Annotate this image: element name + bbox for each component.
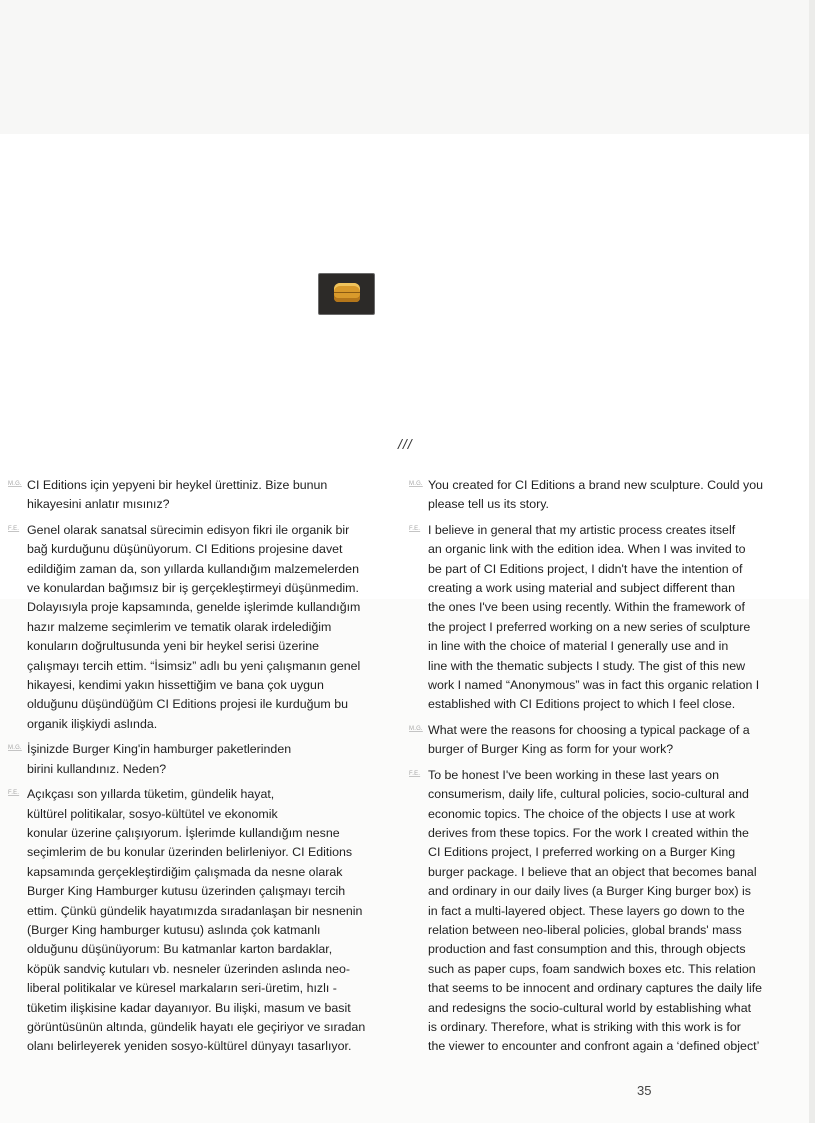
entry-text: [27, 521, 398, 734]
entry-text: [428, 521, 793, 715]
page-edge: [809, 0, 815, 1123]
text-line: kültürel politikalar, sosyo-kültütel ve ekonomik: [27, 806, 278, 821]
text-line: organik ilişkiydi aslında.: [27, 716, 158, 731]
text-line: the viewer to encounter and confront again a ‘defined object’: [428, 1039, 760, 1054]
interview-entry: [8, 740, 398, 779]
text-line: consumerism, daily life, cultural policies, socio-cultural and: [428, 787, 749, 802]
burger-box-thumbnail: [318, 273, 375, 315]
interview-entry: [409, 721, 793, 760]
text-line: görüntüsünün altında, gündelik hayatı ele geçiriyor ve sıradan: [27, 1019, 366, 1034]
turkish-column: [8, 476, 398, 1063]
text-line: olduğunu düşündüğüm CI Editions projesi ile kurduğum bu: [27, 697, 348, 712]
text-line: köpük sandviç kutuları vb. nesneler üzerinden aslında neo-: [27, 961, 351, 976]
text-line: such as paper cups, foam sandwich boxes etc. This relation: [428, 961, 756, 976]
text-line: in fact a multi-layered object. These layers go down to the: [428, 903, 745, 918]
text-line: be part of CI Editions project, I didn't have the intention of: [428, 561, 743, 576]
text-line: hikayesi, kendimi yakın hissettiğim ve bana çok uygun: [27, 678, 324, 693]
text-line: CI Editions project, I preferred working on a Burger King: [428, 845, 736, 860]
text-line: birini kullandınız. Neden?: [27, 761, 167, 776]
text-line: Genel olarak sanatsal sürecimin edisyon fikri ile organik bir: [27, 522, 350, 537]
top-area: [0, 0, 815, 134]
text-line: liberal politikalar ve küresel markaların seri-üretim, hızlı -: [27, 981, 337, 996]
text-line: the ones I've been using recently. Within the framework of: [428, 600, 745, 615]
text-line: ettim. Çünkü gündelik hayatımızda sıradanlaşan bir nesnenin: [27, 903, 363, 918]
speaker-marker: M.G.: [8, 481, 22, 487]
entry-text: [428, 721, 793, 760]
text-line: I believe in general that my artistic process creates itself: [428, 522, 736, 537]
page-number: 35: [637, 1083, 652, 1098]
entry-text: [27, 785, 398, 1057]
text-line: in line with the choice of material I generally use and in: [428, 639, 729, 654]
text-line: burger package. I believe that an object that becomes banal: [428, 864, 757, 879]
speaker-marker: F.E.: [8, 525, 20, 532]
text-line: burger of Burger King as form for your work?: [428, 742, 674, 757]
text-line: olanı belirleyerek yeniden sosyo-kültürel dünyayı tasarlıyor.: [27, 1039, 352, 1054]
entry-text: [428, 766, 793, 1057]
text-line: established with CI Editions project to which I feel close.: [428, 697, 736, 712]
text-line: İşinizde Burger King'in hamburger paketlerinden: [27, 742, 292, 757]
text-line: What were the reasons for choosing a typical package of a: [428, 722, 750, 737]
interview-entry: [8, 521, 398, 734]
text-line: konuların doğrultusunda yeni bir heykel serisi üzerine: [27, 639, 320, 654]
text-line: olduğunu düşünüyorum: Bu katmanlar karton bardaklar,: [27, 942, 333, 957]
text-line: line with the thematic subjects I study. The gist of this new: [428, 658, 746, 673]
text-line: an organic link with the edition idea. When I was invited to: [428, 542, 746, 557]
speaker-marker: F.E.: [409, 525, 421, 532]
text-line: and ordinary in our daily lives (a Burger King burger box) is: [428, 884, 752, 899]
text-line: production and fast consumption and this, through objects: [428, 942, 746, 957]
text-line: is ordinary. Therefore, what is striking with this work is for: [428, 1019, 741, 1034]
text-line: bağ kurduğunu düşünüyorum. CI Editions projesine davet: [27, 542, 343, 557]
text-line: that seems to be innocent and ordinary captures the daily life: [428, 981, 763, 996]
text-line: CI Editions için yepyeni bir heykel ürettiniz. Bize bunun: [27, 478, 328, 492]
entry-text: [27, 476, 398, 515]
interview-entry: [8, 785, 398, 1057]
text-line: economic topics. The choice of the objects I use at work: [428, 806, 735, 821]
interview-entry: [409, 476, 793, 515]
text-line: creating a work using material and subject different than: [428, 581, 735, 596]
text-line: çalışmayı tercih ettim. “İsimsiz” adlı bu yeni çalışmanın genel: [27, 658, 361, 673]
section-separator: ///: [398, 436, 413, 452]
speaker-marker: M.G.: [8, 745, 22, 752]
text-line: seçimlerim de bu konular üzerinden belirleniyor. CI Editions: [27, 845, 353, 860]
speaker-marker: F.E.: [409, 770, 421, 777]
text-line: kapsamında gerçekleştirdiğim çalışmada da nesne olarak: [27, 864, 343, 879]
text-line: the project I preferred working on a new series of sculpture: [428, 619, 751, 634]
interview-entry: [409, 521, 793, 715]
text-line: hikayesini anlatır mısınız?: [27, 497, 170, 512]
interview-entry: [409, 766, 793, 1057]
entry-text: [428, 476, 793, 515]
speaker-marker: M.G.: [409, 481, 423, 487]
speaker-marker: M.G.: [409, 725, 423, 732]
text-line: You created for CI Editions a brand new sculpture. Could you: [428, 478, 763, 492]
text-line: (Burger King hamburger kutusu) aslında çok katmanlı: [27, 922, 321, 937]
english-column: [409, 476, 793, 1063]
text-line: and redesigns the socio-cultural world by establishing what: [428, 1000, 752, 1015]
speaker-marker: F.E.: [8, 790, 20, 797]
text-line: To be honest I've been working in these last years on: [428, 767, 719, 782]
text-line: hazır malzeme seçimlerim ve tematik olarak irdelediğim: [27, 619, 332, 634]
text-line: ve konulardan bağımsız bir iş gerçekleştirmeyi düşünmedim.: [27, 581, 359, 596]
text-line: tüketim ilişkisine kadar dayanıyor. Bu ilişki, masum ve basit: [27, 1000, 351, 1015]
text-line: please tell us its story.: [428, 497, 549, 512]
text-line: derives from these topics. For the work I created within the: [428, 825, 749, 840]
text-line: Burger King Hamburger kutusu üzerinden çalışmayı tercih: [27, 884, 346, 899]
interview-entry: [8, 476, 398, 515]
text-line: relation between neo-liberal policies, global brands' mass: [428, 922, 742, 937]
entry-text: [27, 740, 398, 779]
text-line: work I named “Anonymous” was in fact this organic relation I: [428, 678, 760, 693]
text-line: edildiğim zaman da, son yıllarda kullandığım malzemelerden: [27, 561, 359, 576]
text-line: Açıkçası son yıllarda tüketim, gündelik hayat,: [27, 787, 275, 802]
text-line: konular üzerine çalışıyorum. İşlerimde kullandığım nesne: [27, 825, 340, 840]
text-line: Dolayısıyla proje kapsamında, genelde işlerimde kullandığım: [27, 600, 361, 615]
